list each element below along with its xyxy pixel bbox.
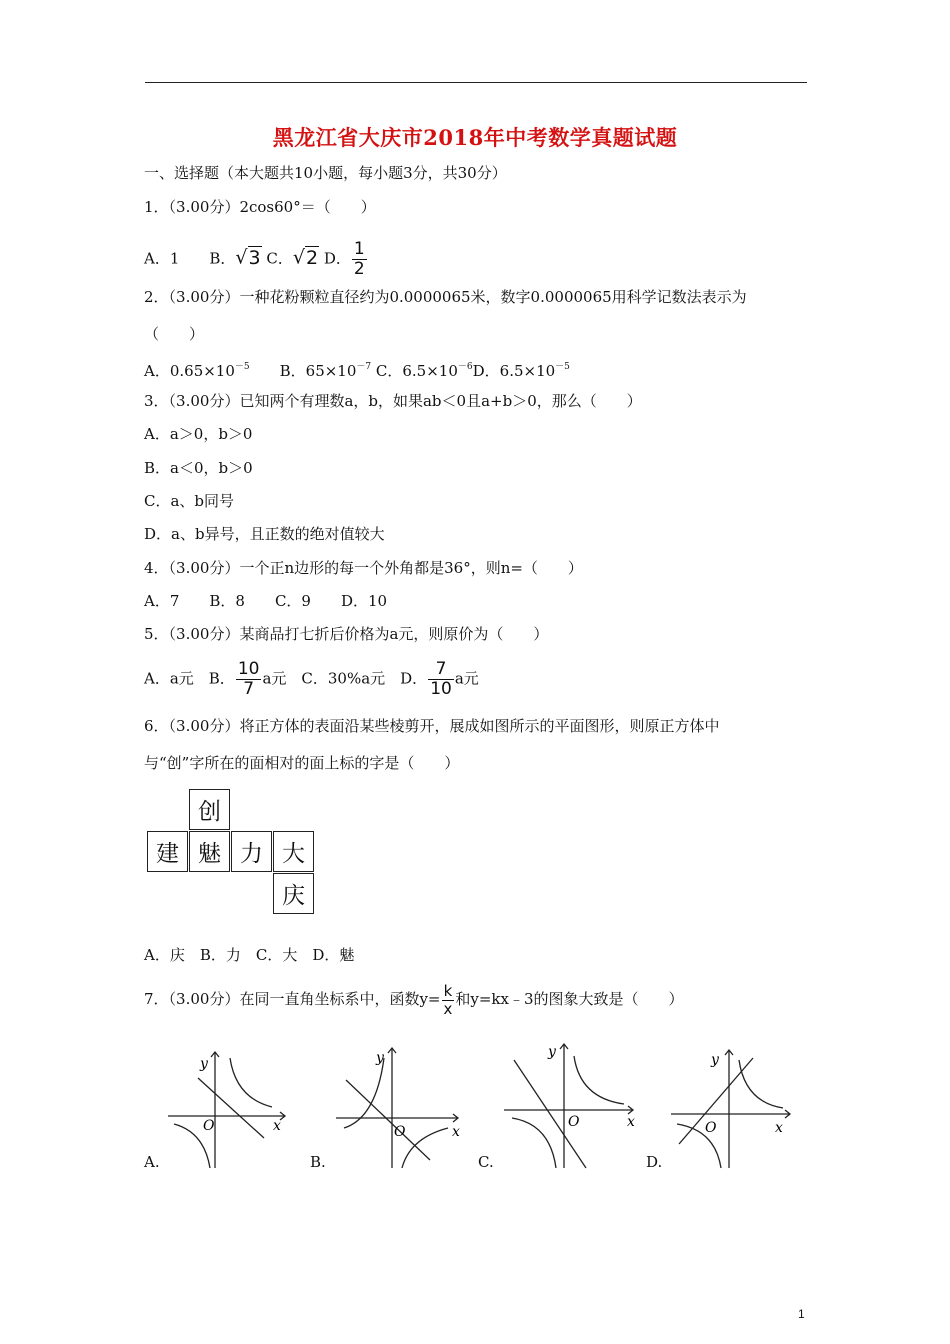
svg-text:x: x <box>775 1120 783 1136</box>
net-cell-mei: 魅 <box>189 831 230 872</box>
q6-stem-line1: 6．（3.00分）将正方体的表面沿某些棱剪开，展成如图所示的平面图形，则原正方体中 <box>144 717 720 735</box>
q5-stem: 5．（3.00分）某商品打七折后价格为a元，则原价为（ ） <box>144 625 549 643</box>
section-heading: 一、选择题（本大题共10小题，每小题3分，共30分） <box>144 164 507 182</box>
net-cell-da: 大 <box>273 831 314 872</box>
q3-option-d: D．a、b异号，且正数的绝对值较大 <box>144 525 385 543</box>
q6-options: A．庆 B．力 C．大 D．魅 <box>144 946 355 964</box>
net-cell-qing: 庆 <box>273 873 314 914</box>
q7-graph-a <box>160 1040 295 1172</box>
svg-text:x: x <box>452 1124 460 1140</box>
q7-graph-b <box>330 1040 465 1172</box>
q7-stem: 7．（3.00分）在同一直角坐标系中，函数y= $\frac{k}{x}$ 和y=kx﹣3的图象大致是（ ） <box>144 981 684 1018</box>
svg-text:O: O <box>705 1120 717 1136</box>
q3-stem: 3．（3.00分）已知两个有理数a，b，如果ab＜0且a+b＞0，那么（ ） <box>144 392 642 410</box>
svg-text:O: O <box>203 1118 215 1134</box>
svg-text:x: x <box>273 1118 281 1134</box>
q7-graph-a-label: A. <box>144 1153 160 1171</box>
q4-options: A．7 B．8 C．9 D．10 <box>144 592 388 610</box>
q3-option-b: B．a＜0，b＞0 <box>144 459 253 477</box>
q7-graph-c <box>500 1040 635 1172</box>
q7-graph-d <box>665 1040 800 1172</box>
q7-graph-b-label: B. <box>310 1153 326 1171</box>
q4-stem: 4．（3.00分）一个正n边形的每一个外角都是36°，则n=（ ） <box>144 559 583 577</box>
page-title: 黑龙江省大庆市2018年中考数学真题试题 <box>272 125 678 150</box>
q7-fraction: $\frac{k}{x}$ <box>443 981 453 1018</box>
q6-stem-line2: 与“创”字所在的面相对的面上标的字是（ ） <box>144 754 460 772</box>
svg-text:O: O <box>568 1114 580 1130</box>
header-rule <box>145 82 807 83</box>
net-cell-chuang: 创 <box>189 789 230 830</box>
q2-paren: （ ） <box>144 325 205 343</box>
svg-text:y: y <box>200 1056 208 1072</box>
q5-option-d-fraction: $\frac{7}{10}$ <box>430 659 452 699</box>
net-cell-li: 力 <box>231 831 272 872</box>
q7-graph-c-label: C. <box>478 1153 494 1171</box>
q5-options: A．a元 B． $\frac{10}{7}$ a元 C．30%a元 D． $\frac{7}{10}$ a元 <box>144 659 479 699</box>
svg-text:y: y <box>711 1052 719 1068</box>
q1-options <box>144 240 368 279</box>
q2-stem: 2．（3.00分）一种花粉颗粒直径约为0.0000065米，数字0.0000065用科学记数法表示为 <box>144 288 747 306</box>
q3-option-a: A．a＞0，b＞0 <box>144 425 253 443</box>
q1-option-d-fraction: $\frac{1}{2}$ <box>353 239 365 279</box>
q2-options: A．$0.65\times 10^{-5}$ B．$65\times 10^{-7}$ C．$6.5\times 10^{-6}D$．$6.5\times 10^{-5}$ <box>144 362 570 380</box>
q1-option-c-sqrt: √2 <box>292 246 319 269</box>
svg-text:O: O <box>394 1124 406 1140</box>
svg-text:y: y <box>548 1044 556 1060</box>
q1-option-c: C． <box>266 249 293 268</box>
q5-option-b-fraction: $\frac{10}{7}$ <box>237 659 260 699</box>
cube-net-figure <box>147 789 317 915</box>
q1-option-d: D． <box>323 249 351 268</box>
q1-option-b-sqrt: √3 <box>235 246 261 269</box>
svg-text:y: y <box>376 1050 384 1066</box>
q3-option-c: C．a、b同号 <box>144 492 235 510</box>
q1-option-a: A．1 B． <box>144 249 236 268</box>
q1-stem: 1．（3.00分）2cos60°＝（ ） <box>144 198 376 216</box>
q7-graph-d-label: D. <box>646 1153 663 1171</box>
svg-text:x: x <box>627 1114 635 1130</box>
page-number: 1 <box>798 1307 805 1321</box>
net-cell-jian: 建 <box>147 831 188 872</box>
